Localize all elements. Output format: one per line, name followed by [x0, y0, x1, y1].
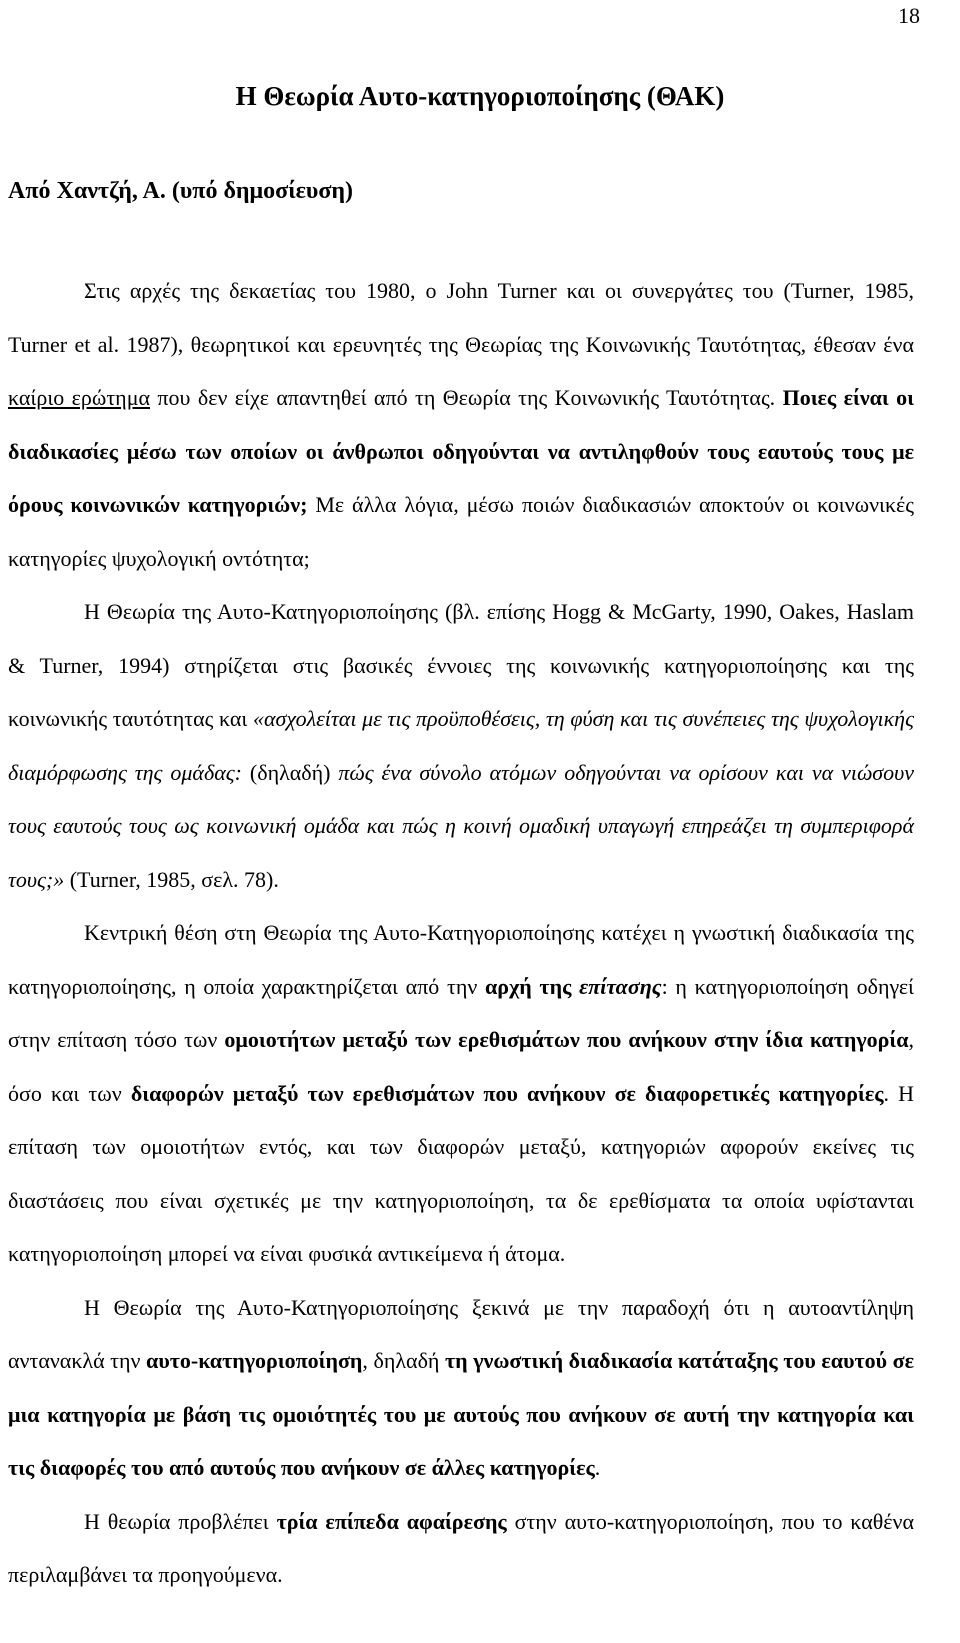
paragraph-3: Κεντρική θέση στη Θεωρία της Αυτο-Κατηγοριοποίησης κατέχει η γνωστική διαδικασία της κατηγοριοποίησης, η οποία χαρακτηρίζεται από την αρχή της επίτασης: η κατηγοριοποίηση οδηγεί στην επίταση τόσο των ομοιοτήτων μεταξύ των ερεθισμάτων που ανήκουν στην ίδια κατηγορία, όσο και των διαφορών μεταξύ των ερεθισμάτων που ανήκουν σε διαφορετικές κατηγορίες. Η επίταση των ομοιοτήτων εντός, και των διαφορών μεταξύ, κατηγοριών αφορούν εκείνες τις διαστάσεις που είναι σχετικές με την κατηγοριοποίηση, τα δε ερεθίσματα τα οποία υφίστανται κατηγοριοποίηση μπορεί να είναι φυσικά αντικείμενα ή άτομα.: [8, 920, 915, 1266]
body-text: [8, 264, 914, 1602]
bold-italic-term-epitasi: επίτασης: [579, 973, 662, 999]
underlined-phrase: καίριο ερώτημα: [8, 385, 151, 410]
paragraph-5: Η θεωρία προβλέπει τρία επίπεδα αφαίρεσης στην αυτο-κατηγοριοποίηση, που το καθένα περιλαμβάνει τα προηγούμενα.: [8, 1508, 914, 1587]
bold-three-levels: τρία επίπεδα αφαίρεσης: [276, 1508, 507, 1534]
bold-term-arxi: αρχή της: [485, 973, 580, 999]
bold-question: Ποιες είναι οι διαδικασίες μέσω των οποίων οι άνθρωποι οδηγούνται να αντιληφθούν τους εαυτούς τους με όρους κοινωνικών κατηγοριών;: [8, 385, 914, 517]
page-title: Η Θεωρία Αυτο-κατηγοριοποίησης (ΘΑΚ): [235, 81, 725, 111]
italic-quote-part-2: πώς ένα σύνολο ατόμων οδηγούνται να ορίσουν και να νιώσουν τους εαυτούς τους ως κοινωνική ομάδα και πώς η κοινή ομαδική υπαγωγή επηρεάζει τη συμπεριφορά τους;»: [8, 759, 915, 892]
bold-self-categorization: αυτο-κατηγοριοποίηση: [146, 1348, 363, 1373]
page-number: 18: [898, 3, 920, 28]
bold-definition: τη γνωστική διαδικασία κατάταξης του εαυτού σε μια κατηγορία με βάση τις ομοιότητές του με αυτούς που ανήκουν σε αυτή την κατηγορία και τις διαφορές του από αυτούς που ανήκουν σε άλλες κατηγορίες: [8, 1348, 915, 1480]
italic-quote-part-1: «ασχολείται με τις προϋποθέσεις, τη φύση και τις συνέπειες της ψυχολογικής διαμόρφωσης της ομάδας:: [8, 706, 915, 785]
paragraph-2: Η Θεωρία της Αυτο-Κατηγοριοποίησης (βλ. επίσης Hogg & McGarty, 1990, Oakes, Haslam & Turner, 1994) στηρίζεται στις βασικές έννοιες της κοινωνικής κατηγοριοποίησης και της κοινωνικής ταυτότητας και «ασχολείται με τις προϋποθέσεις, τη φύση και τις συνέπειες της ψυχολογικής διαμόρφωσης της ομάδας: (δηλαδή) πώς ένα σύνολο ατόμων οδηγούνται να ορίσουν και να νιώσουν τους εαυτούς τους ως κοινωνική ομάδα και πώς η κοινή ομαδική υπαγωγή επηρεάζει τη συμπεριφορά τους;» (Turner, 1985, σελ. 78).: [8, 599, 915, 892]
paragraph-4: Η Θεωρία της Αυτο-Κατηγοριοποίησης ξεκινά με την παραδοχή ότι η αυτοαντίληψη αντανακλά την αυτο-κατηγοριοποίηση, δηλαδή τη γνωστική διαδικασία κατάταξης του εαυτού σε μια κατηγορία με βάση τις ομοιότητές του με αυτούς που ανήκουν σε αυτή την κατηγορία και τις διαφορές του από αυτούς που ανήκουν σε άλλες κατηγορίες.: [8, 1294, 915, 1480]
bold-differences: διαφορών μεταξύ των ερεθισμάτων που ανήκουν σε διαφορετικές κατηγορίες: [130, 1080, 884, 1106]
bold-similarities: ομοιοτήτων μεταξύ των ερεθισμάτων που ανήκουν στην ίδια κατηγορία: [224, 1027, 909, 1052]
paragraph-1: Στις αρχές της δεκαετίας του 1980, ο John Turner και οι συνεργάτες του (Turner, 1985, Turner et al. 1987), θεωρητικοί και ερευνητές της Θεωρίας της Κοινωνικής Ταυτότητας, έθεσαν ένα καίριο ερώτημα που δεν είχε απαντηθεί από τη Θεωρία της Κοινωνικής Ταυτότητας. Ποιες είναι οι διαδικασίες μέσω των οποίων οι άνθρωποι οδηγούνται να αντιληφθούν τους εαυτούς τους με όρους κοινωνικών κατηγοριών; Με άλλα λόγια, μέσω ποιών διαδικασιών αποκτούν οι κοινωνικές κατηγορίες ψυχολογική οντότητα;: [8, 278, 914, 571]
author-citation: Από Χαντζή, Α. (υπό δημοσίευση): [8, 178, 354, 204]
